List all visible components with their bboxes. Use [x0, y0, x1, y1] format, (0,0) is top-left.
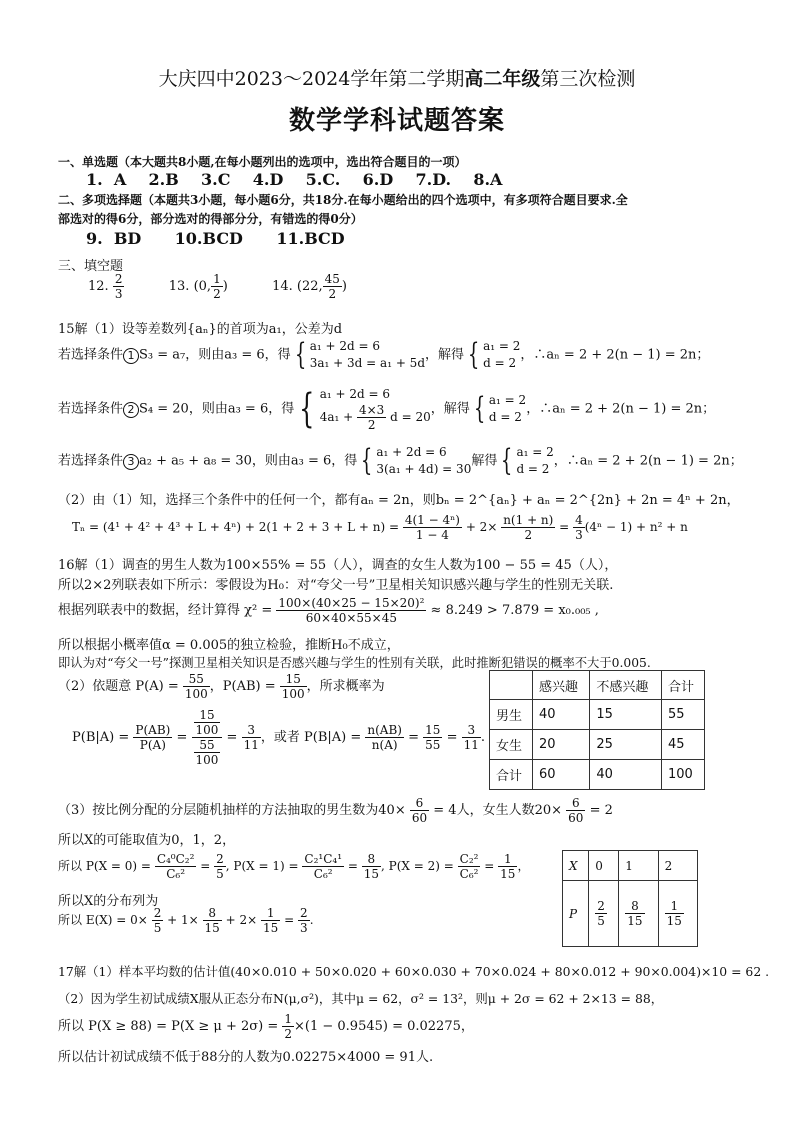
q17-prob-lhs: 所以 P(X ≥ 88) = P(X ≥ μ + 2σ) = [58, 1019, 279, 1034]
q12-label: 12. [88, 279, 109, 294]
q17-line1: 17解（1）样本平均数的估计值(40×0.010 + 50×0.020 + 60×0.030 + 70×0.024 + 80×0.012 + 90×0.004)×10 = 62 . [58, 964, 770, 979]
q15-tn-formula [72, 513, 688, 542]
section2-answers: 9. BD 10.BCD 11.BCD [86, 229, 345, 248]
table-cell: 60 [533, 760, 590, 790]
table-header-cell [490, 671, 533, 700]
dist-cell: $\frac{2}{5}$ [589, 881, 619, 947]
px-eq: = [200, 859, 211, 873]
p3-suffix: = 2 [589, 803, 613, 818]
table-header-cell: 合计 [661, 671, 704, 700]
px-eq: = [484, 859, 495, 873]
page-title: 数学学科试题答案 [288, 106, 505, 136]
header-grade: 高二年级 [464, 68, 541, 90]
exam-header-line [0, 64, 794, 91]
table-cell: 15 [590, 700, 662, 730]
half-fraction: $\frac{1}{2}$ [284, 1012, 292, 1041]
tn-lhs: Tₙ = (4¹ + 4² + 4³ + L + 4ⁿ) + 2(1 + 2 + 3 + L + n) = [72, 520, 399, 534]
q16-line2: 所以2×2列联表如下所示：零假设为H₀：对“夸父一号”卫星相关知识感兴趣与学生的性别无关联. [58, 578, 614, 593]
px2-fraction: $\frac{\text{C₂²}}{\text{C₆²}}$ [459, 852, 479, 881]
result-text: ，∴aₙ = 2 + 2(n − 1) = 2n； [553, 453, 743, 469]
px0-fraction: $\frac{\text{C₄⁰C₂²}}{\text{C₆²}}$ [156, 852, 195, 881]
header-exam: 第三次检测 [540, 68, 636, 90]
solution-system: a₁ = 2 d = 2 [516, 445, 554, 476]
q15-intro: 15解（1）设等差数列{aₙ}的首项为a₁，公差为d [58, 322, 343, 337]
brace: { [361, 443, 373, 478]
cond-end: . [480, 730, 486, 745]
q16-dist-label: 所以X的分布列为 [58, 894, 159, 909]
equation-system: a₁ + 2d = 6 4a₁ + $\frac{4\times 3}{2}$ d = 20 [319, 387, 431, 432]
table-cell: 女生 [490, 730, 533, 760]
px-eq: = [347, 859, 358, 873]
q13-close: ) [222, 279, 228, 294]
chi-rhs: ≈ 8.249 > 7.879 = x₀.₀₀₅ , [430, 603, 599, 618]
cond-eq: = [446, 730, 458, 745]
condition-prefix: 若选择条件 [58, 401, 124, 417]
q17-line3 [58, 1012, 474, 1041]
solution-system: a₁ = 2 d = 2 [488, 393, 527, 424]
px0-result: $\frac{2}{5}$ [216, 852, 224, 881]
fill-in-answers [88, 272, 347, 301]
chi-lhs: 根据列联表中的数据，经计算得 χ² = [58, 603, 273, 618]
q13-open: (0, [193, 279, 212, 294]
table-cell: 100 [661, 760, 704, 790]
section1-heading: 一、单选题（本大题共8小题,在每小题列出的选项中，选出符合题目的一项） [58, 155, 467, 169]
px2-prefix: , P(X = 2) = [381, 859, 454, 873]
p2-prefix: （2）依题意 P(A) = [58, 679, 179, 694]
dist-cell: $\frac{8}{15}$ [619, 881, 658, 947]
condition-text: S₄ = 20，则由a₃ = 6，得 [139, 401, 295, 417]
p3-fraction-1: $\frac{6}{60}$ [411, 796, 428, 825]
dist-header-cell: 1 [619, 851, 658, 881]
equation-system: a₁ + 2d = 6 3a₁ + 3d = a₁ + 5d [309, 339, 425, 370]
table-cell: 男生 [490, 700, 533, 730]
dist-cell: $\frac{1}{15}$ [658, 881, 697, 947]
solve-text: ，解得 [425, 347, 465, 363]
tn-fraction-2: $\frac{n(1 + n)}{2}$ [503, 513, 554, 542]
q13-fraction: $\frac{1}{2}$ [213, 272, 221, 301]
result-text: ，∴aₙ = 2 + 2(n − 1) = 2n； [526, 401, 716, 417]
condition-text: S₃ = a₇，则由a₃ = 6，得 [139, 347, 291, 363]
brace: { [501, 443, 513, 478]
q15-condition-2 [58, 386, 715, 432]
tn-fraction-3: $\frac{4}{3}$ [575, 513, 583, 542]
cond-result: $\frac{3}{11}$ [463, 723, 479, 752]
cond-fraction-1: $\frac{P(AB)}{P(A)}$ [135, 723, 171, 752]
p2-suffix: ，所求概率为 [306, 679, 385, 694]
cond-eq: = [176, 730, 188, 745]
tn-eq: = [559, 520, 570, 534]
p3-fraction-2: $\frac{6}{60}$ [568, 796, 584, 825]
px-prefix: 所以 P(X = 0) = [58, 859, 151, 873]
cond-compound-fraction: $\frac{\frac{15}{100}}{\frac{55}{100}}$ [192, 708, 223, 767]
px-end: ， [517, 859, 530, 873]
section2-heading-1: 二、多项选择题（本题共3小题，每小题6分，共18分.在每小题给出的四个选项中，有多项符合题目要求.全 [58, 193, 628, 207]
section1-answers: 1. A 2.B 3.C 4.D 5.C. 6.D 7.D. 8.A [86, 170, 503, 189]
px1-result: $\frac{8}{15}$ [363, 852, 380, 881]
table-cell: 55 [661, 700, 704, 730]
circled-number: 2 [123, 402, 139, 418]
px1-fraction: $\frac{\text{C₂¹C₄¹}}{\text{C₆²}}$ [304, 852, 343, 881]
q16-line4: 所以根据小概率值α = 0.005的独立检验，推断H₀不成立， [58, 638, 400, 653]
q16-conditional-prob [72, 708, 485, 767]
cond-fraction-2: $\frac{n(AB)}{n(A)}$ [367, 723, 402, 752]
q16-part3-line [58, 796, 613, 825]
q16-line1: 16解（1）调查的男生人数为100×55% = 55（人），调查的女生人数为100 − 55 = 45（人）， [58, 558, 618, 573]
solve-text: 解得 [471, 453, 498, 469]
ex-eq: = [284, 913, 295, 927]
q12-fraction: $\frac{2}{3}$ [114, 272, 123, 301]
ex-mid-1: + 1× [167, 913, 199, 927]
q16-line5: 即认为对“夸父一号”探测卫星相关知识是否感兴趣与学生的性别有关联，此时推断犯错误的概率不大于0.005. [58, 656, 651, 670]
pa-fraction: $\frac{55}{100}$ [184, 672, 208, 701]
ex-mid-2: + 2× [225, 913, 258, 927]
cond-result: $\frac{3}{11}$ [243, 723, 259, 752]
solve-text: ，解得 [430, 401, 470, 417]
cond-or: ，或者 P(B|A) = [260, 730, 362, 745]
q14-close: ) [341, 279, 347, 294]
tn-mid: + 2× [465, 520, 498, 534]
header-school-term: 大庆四中2023～2024学年第二学期 [158, 68, 465, 90]
dist-header-cell: X [563, 851, 589, 881]
ex-fraction-3: $\frac{1}{15}$ [263, 906, 279, 935]
distribution-table [562, 850, 698, 947]
q14-open: (22, [296, 279, 323, 294]
table-cell: 40 [590, 760, 662, 790]
q16-part2-line [58, 672, 385, 701]
p3-prefix: （3）按比例分配的分层随机抽样的方法抽取的男生数为40× [58, 803, 406, 818]
ex-prefix: 所以 E(X) = 0× [58, 913, 148, 927]
cond-fraction-3: $\frac{15}{55}$ [425, 723, 441, 752]
condition-text: a₂ + a₅ + a₈ = 30，则由a₃ = 6，得 [139, 453, 358, 469]
ex-end: . [309, 913, 314, 927]
q14-label: 14. [272, 279, 293, 294]
table-cell: 45 [661, 730, 704, 760]
px2-result: $\frac{1}{15}$ [500, 852, 516, 881]
condition-prefix: 若选择条件 [58, 347, 124, 363]
ex-result: $\frac{2}{3}$ [300, 906, 308, 935]
table-cell: 25 [590, 730, 662, 760]
cond-lhs: P(B|A) = [72, 730, 130, 745]
q17-prob-rhs: ×(1 − 0.9545) = 0.02275， [294, 1019, 474, 1034]
solution-system: a₁ = 2 d = 2 [483, 339, 521, 370]
section2-heading-2: 部选对的得6分，部分选对的得部分分，有错选的得0分） [58, 212, 363, 226]
brace: { [294, 337, 306, 372]
q16-expectation [58, 906, 314, 935]
cond-eq: = [226, 730, 238, 745]
equation-system: a₁ + 2d = 6 3(a₁ + 4d) = 30 [376, 445, 472, 476]
result-text: ，∴aₙ = 2 + 2(n − 1) = 2n； [520, 347, 710, 363]
cond-eq: = [408, 730, 420, 745]
q17-line4: 所以估计初试成绩不低于88分的人数为0.02275×4000 = 91人. [58, 1050, 434, 1065]
brace: { [467, 337, 480, 372]
ex-fraction-1: $\frac{2}{5}$ [153, 906, 162, 935]
condition-prefix: 若选择条件 [58, 453, 124, 469]
q13-label: 13. [168, 279, 190, 294]
q16-x-values: 所以X的可能取值为0，1，2， [58, 833, 236, 848]
tn-fraction-1: $\frac{\text{4(1 − 4ⁿ)}}{1 - 4}$ [404, 513, 460, 542]
q15-condition-1 [58, 338, 709, 372]
dist-p-label: P [563, 881, 589, 947]
dist-header-cell: 0 [589, 851, 619, 881]
table-cell: 合计 [490, 760, 533, 790]
table-header-cell: 感兴趣 [533, 671, 590, 700]
table-header-cell: 不感兴趣 [590, 671, 662, 700]
q15-condition-3 [58, 444, 743, 478]
chi-fraction: $\frac{\text{100×(40×25 − 15×20)²}}{60\times 40\times 55\times 45}$ [278, 596, 425, 625]
table-cell: 40 [533, 700, 590, 730]
px1-prefix: , P(X = 1) = [225, 859, 299, 873]
q16-chi-square [58, 596, 599, 625]
brace: { [299, 386, 315, 432]
section3-heading: 三、填空题 [58, 259, 124, 274]
q17-line2: （2）因为学生初试成绩X服从正态分布N(μ,σ²)，其中μ = 62，σ² = 13²，则μ + 2σ = 62 + 2×13 = 88， [58, 991, 664, 1006]
q15-part2: （2）由（1）知，选择三个条件中的任何一个，都有aₙ = 2n，则bₙ = 2^{aₙ} + aₙ = 2^{2n} + 2n = 4ⁿ + 2n， [58, 493, 740, 508]
p2-mid: ，P(AB) = [209, 679, 276, 694]
contingency-table [489, 670, 705, 790]
brace: { [473, 391, 486, 426]
table-cell: 20 [533, 730, 590, 760]
tn-rhs: (4ⁿ − 1) + n² + n [584, 520, 688, 534]
circled-number: 1 [123, 348, 139, 364]
ex-fraction-2: $\frac{8}{15}$ [204, 906, 220, 935]
p3-mid: = 4人，女生人数20× [433, 803, 563, 818]
pab-fraction: $\frac{15}{100}$ [281, 672, 305, 701]
q16-px-line [58, 852, 529, 881]
q14-fraction: $\frac{45}{2}$ [324, 272, 340, 301]
circled-number: 3 [123, 454, 139, 470]
dist-header-cell: 2 [658, 851, 697, 881]
